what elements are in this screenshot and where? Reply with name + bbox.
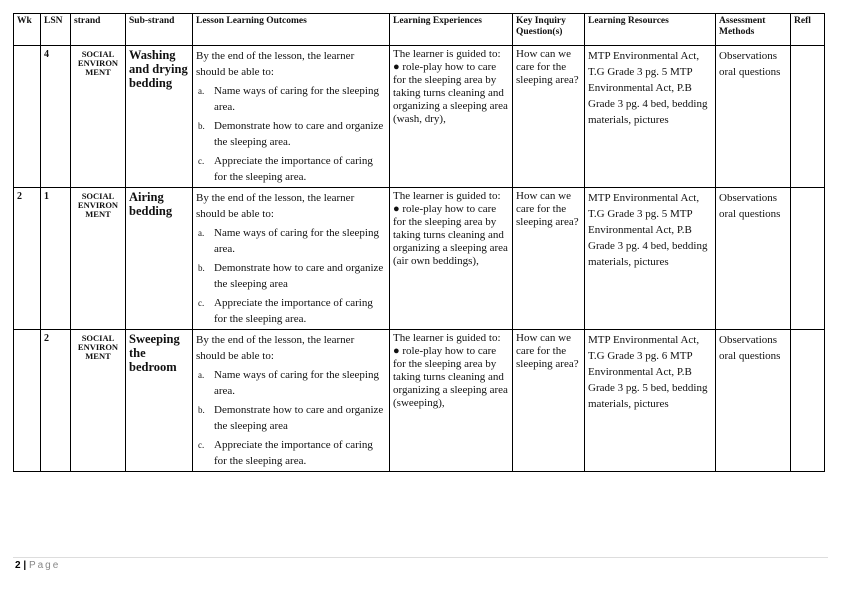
week-cell: 2 [14, 188, 41, 330]
column-header: strand [71, 14, 126, 46]
outcome-text: Appreciate the importance of caring for the sleeping area. [214, 297, 373, 325]
outcome-item [196, 295, 386, 327]
column-header: Refl [791, 14, 825, 46]
outcome-item [196, 153, 386, 185]
column-header: Learning Experiences [390, 14, 513, 46]
outcomes-list [196, 225, 386, 327]
header-row [14, 14, 825, 46]
outcome-marker: c. [198, 440, 205, 450]
lesson-number-cell: 2 [41, 330, 71, 472]
outcomes-cell [193, 46, 390, 188]
resources-cell: MTP Environmental Act, T.G Grade 3 pg. 5 MTP Environmental Act, P.B Grade 3 pg. 4 bed, bedding materials, pictures [585, 188, 716, 330]
outcome-text: Demonstrate how to care and organize the sleeping area [214, 404, 384, 432]
column-header: Wk [14, 14, 41, 46]
sub-strand-cell: Sweeping the bedroom [126, 330, 193, 472]
week-cell [14, 46, 41, 188]
outcome-item [196, 402, 386, 434]
outcome-text: Name ways of caring for the sleeping area. [214, 369, 379, 397]
experiences-cell: The learner is guided to: ● role-play how to care for the sleeping area by taking turns cleaning and organizing a sleeping area (wash, dry), [390, 46, 513, 188]
key-question-cell: How can we care for the sleeping area? [513, 46, 585, 188]
outcome-marker: a. [198, 86, 205, 96]
table-row [14, 330, 825, 472]
outcome-marker: c. [198, 298, 205, 308]
outcome-item [196, 118, 386, 150]
strand-cell: SOCIAL ENVIRON MENT [71, 330, 126, 472]
outcomes-cell [193, 330, 390, 472]
outcome-item [196, 225, 386, 257]
outcomes-intro: By the end of the lesson, the learner should be able to: [196, 50, 355, 78]
outcome-text: Appreciate the importance of caring for the sleeping area. [214, 155, 373, 183]
key-question-cell: How can we care for the sleeping area? [513, 330, 585, 472]
outcomes-intro: By the end of the lesson, the learner should be able to: [196, 334, 355, 362]
outcome-marker: b. [198, 405, 205, 415]
column-header: Lesson Learning Outcomes [193, 14, 390, 46]
strand-cell: SOCIAL ENVIRON MENT [71, 188, 126, 330]
column-header: Sub-strand [126, 14, 193, 46]
outcome-item [196, 437, 386, 469]
page-label: Page [28, 560, 61, 571]
outcome-item [196, 83, 386, 115]
column-header: Learning Resources [585, 14, 716, 46]
footer-separator: | [23, 560, 27, 571]
lesson-number-cell: 4 [41, 46, 71, 188]
key-question-cell: How can we care for the sleeping area? [513, 188, 585, 330]
reflection-cell [791, 188, 825, 330]
column-header: Key Inquiry Question(s) [513, 14, 585, 46]
outcome-text: Appreciate the importance of caring for the sleeping area. [214, 439, 373, 467]
week-cell [14, 330, 41, 472]
sub-strand-cell: Airing bedding [126, 188, 193, 330]
lesson-plan-table [13, 13, 825, 472]
table-row [14, 46, 825, 188]
experiences-cell: The learner is guided to: ● role-play how to care for the sleeping area by taking turns cleaning and organizing a sleeping area (sweeping), [390, 330, 513, 472]
strand-cell: SOCIAL ENVIRON MENT [71, 46, 126, 188]
column-header: LSN [41, 14, 71, 46]
assessment-cell: Observations oral questions [716, 46, 791, 188]
outcome-marker: a. [198, 228, 205, 238]
resources-cell: MTP Environmental Act, T.G Grade 3 pg. 6 MTP Environmental Act, P.B Grade 3 pg. 5 bed, bedding materials, pictures [585, 330, 716, 472]
outcome-text: Name ways of caring for the sleeping area. [214, 85, 379, 113]
lesson-number-cell: 1 [41, 188, 71, 330]
outcome-text: Demonstrate how to care and organize the sleeping area. [214, 120, 384, 148]
outcomes-intro: By the end of the lesson, the learner should be able to: [196, 192, 355, 220]
reflection-cell [791, 330, 825, 472]
outcome-marker: b. [198, 263, 205, 273]
outcome-marker: b. [198, 121, 205, 131]
resources-cell: MTP Environmental Act, T.G Grade 3 pg. 5 MTP Environmental Act, P.B Grade 3 pg. 4 bed, bedding materials, pictures [585, 46, 716, 188]
table-row [14, 188, 825, 330]
outcome-marker: a. [198, 370, 205, 380]
assessment-cell: Observations oral questions [716, 330, 791, 472]
outcome-text: Demonstrate how to care and organize the sleeping area [214, 262, 384, 290]
sub-strand-cell: Washing and drying bedding [126, 46, 193, 188]
reflection-cell [791, 46, 825, 188]
outcome-marker: c. [198, 156, 205, 166]
outcome-text: Name ways of caring for the sleeping area. [214, 227, 379, 255]
outcome-item [196, 260, 386, 292]
page-footer [15, 560, 60, 571]
experiences-cell: The learner is guided to: ● role-play how to care for the sleeping area by taking turns cleaning and organizing a sleeping area (air own beddings), [390, 188, 513, 330]
outcome-item [196, 367, 386, 399]
outcomes-cell [193, 188, 390, 330]
footer-divider [13, 557, 828, 558]
column-header: Assessment Methods [716, 14, 791, 46]
outcomes-list [196, 83, 386, 185]
outcomes-list [196, 367, 386, 469]
page-number: 2 [15, 560, 21, 571]
assessment-cell: Observations oral questions [716, 188, 791, 330]
